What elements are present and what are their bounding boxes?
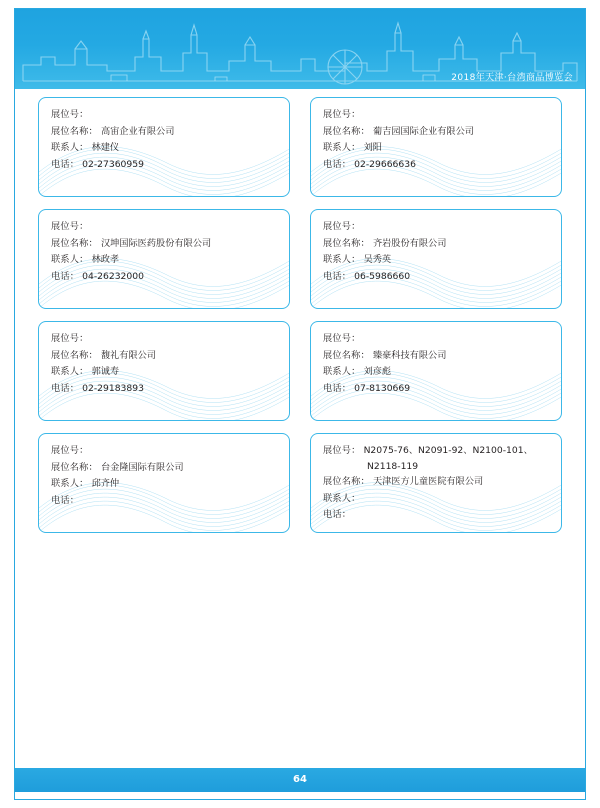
contact-line: 联系人： 刘阳 [323,142,382,153]
phone-line: 电话： 02-29666636 [323,158,416,170]
contact-line: 联系人： 吴秀英 [323,254,392,265]
company-line: 展位名称： 臻豪科技有限公司 [323,349,447,361]
company-line: 展位名称： 高宙企业有限公司 [51,125,175,137]
contact-line: 联系人： 刘彦彪 [323,366,392,377]
booth-line: 展位号： [51,445,89,456]
booth-line: 展位号： [323,333,361,344]
exhibitor-card[interactable] [310,433,562,533]
contact-line: 联系人： 邱齐仲 [51,478,120,489]
exhibitor-card[interactable] [38,97,290,197]
company-line: 展位名称： 齐岩股份有限公司 [323,237,447,249]
exhibitor-card[interactable] [310,321,562,421]
phone-line: 电话： 02-29183893 [51,382,144,394]
contact-line: 联系人： 林建仪 [51,142,120,153]
booth-line: 展位号： [323,221,361,232]
phone-line: 电话： 07-8130669 [323,382,411,394]
page-number: 64 [293,774,307,785]
booth-line: 展位号： N2075-76、N2091-92、N2100-101、 N2118-119 [323,443,551,474]
exhibitor-card[interactable] [310,209,562,309]
booth-line: 展位号： [51,333,89,344]
phone-line: 电话： 02-27360959 [51,158,144,170]
company-line: 展位名称： 天津医方儿童医院有限公司 [323,476,484,487]
booth-line-continued: N2118-119 [367,460,419,472]
card-row [38,97,562,197]
booth-line: 展位号： [51,221,89,232]
phone-line: 电话： [323,509,352,520]
card-row [38,321,562,421]
exhibitor-card[interactable] [38,209,290,309]
exhibitor-card[interactable] [310,97,562,197]
company-line: 展位名称： 葡吉园国际企业有限公司 [323,125,474,137]
page-header [15,9,585,89]
exhibitor-card[interactable] [38,321,290,421]
company-line: 展位名称： 汉坤国际医药股份有限公司 [51,237,212,249]
contact-line: 联系人： 林政孝 [51,254,120,265]
card-row [38,433,562,533]
booth-line: 展位号： [51,109,89,120]
phone-line: 电话： 06-5986660 [323,270,411,282]
company-line: 展位名称： 台金隆国际有限公司 [51,461,184,473]
exhibitor-card-grid [38,97,562,545]
card-row [38,209,562,309]
exhibitor-card[interactable] [38,433,290,533]
company-line: 展位名称： 馥礼有限公司 [51,349,157,361]
page-footer [15,768,585,792]
contact-line: 联系人： [323,492,361,504]
phone-line: 电话： 04-26232000 [51,270,144,282]
phone-line: 电话： [51,494,80,506]
booth-line: 展位号： [323,109,361,120]
contact-line: 联系人： 郭诚寿 [51,366,120,377]
header-title: 2018年天津·台湾商品博览会 [451,73,573,83]
